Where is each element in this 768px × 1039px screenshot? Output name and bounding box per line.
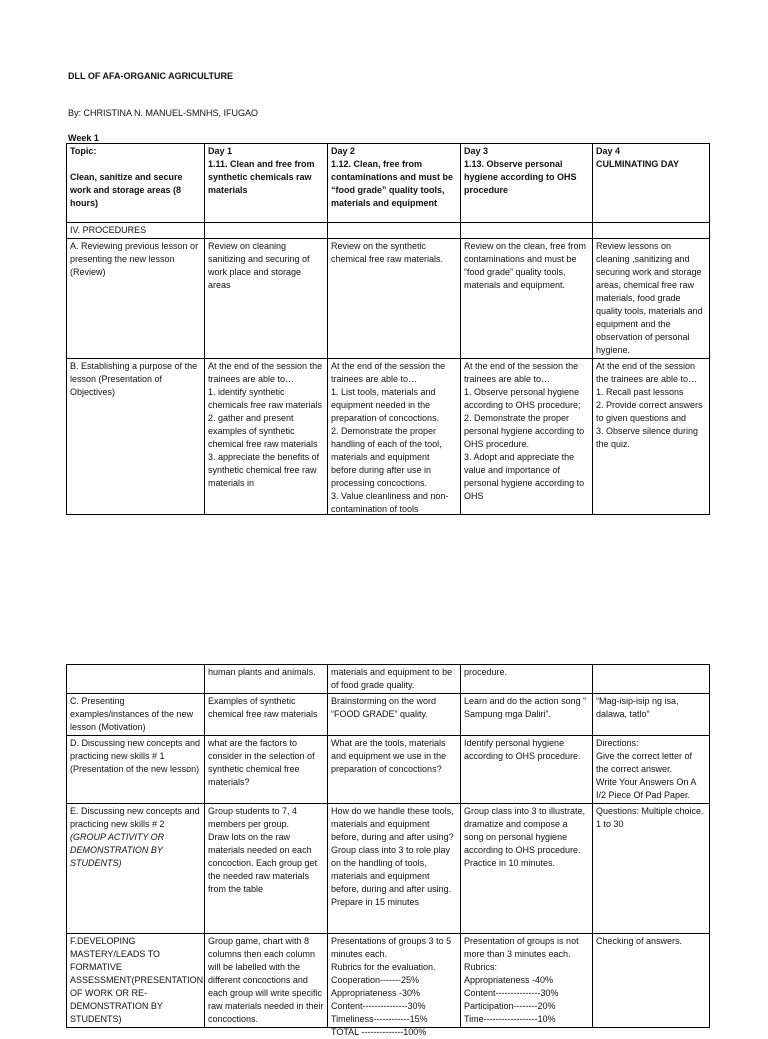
day-label: Day 2: [331, 146, 356, 156]
procedures-label: IV. PROCEDURES: [67, 223, 205, 239]
table-cell: At the end of the session the trainees are able to… 1. List tools, materials and equipment needed in the preparation of concoctions. 2. Demonstrate the proper handling of each of the tool, materials and equipment before during after use in processing concoctions. 3. Value cleanliness and non- contamination of tools: [328, 359, 461, 515]
row-label-italic: (GROUP ACTIVITY OR DEMONSTRATION BY STUDENTS): [70, 832, 165, 868]
table-header-row: [67, 144, 710, 223]
table-cell: Group class into 3 to illustrate, dramatize and compose a song on personal hygiene according to OHS procedure. Practice in 10 minutes.: [461, 804, 593, 934]
table-cell: Examples of synthetic chemical free raw materials: [205, 694, 328, 736]
author-byline: By: CHRISTINA N. MANUEL-SMNHS, IFUGAO: [68, 108, 259, 118]
table-cell: Identify personal hygiene according to OHS procedure.: [461, 736, 593, 804]
row-label-text: E. Discussing new concepts and practicing new skills # 2: [70, 806, 200, 829]
day-title: 1.13. Observe personal hygiene according to OHS procedure: [464, 159, 577, 195]
table-cell: Presentation of groups is not more than 3 minutes each. Rubrics: Appropriateness -40% Content---------------30% Participation--------20% Time------------------10%: [461, 934, 593, 1028]
day-label: Day 1: [208, 146, 233, 156]
table-cell: materials and equipment to be of food grade quality.: [328, 665, 461, 694]
table-cell: human plants and animals.: [205, 665, 328, 694]
table-cell: procedure.: [461, 665, 593, 694]
table-cell: [593, 665, 710, 694]
table-cell: At the end of the session the trainees are able to… 1. identify synthetic chemicals free raw materials 2. gather and present examples of synthetic chemical free raw materials 3. appreciate the benefits of synthetic chemical free raw materials in: [205, 359, 328, 515]
table-cell: Checking of answers.: [593, 934, 710, 1028]
day-header-cell: [205, 144, 328, 223]
table-cell: Questions: Multiple choice. 1 to 30: [593, 804, 710, 934]
day-title: 1.12. Clean, free from contaminations and must be “food grade” quality tools, materials and equipment: [331, 159, 454, 208]
table-cell: Learn and do the action song “ Sampung mga Daliri”.: [461, 694, 593, 736]
row-label: A. Reviewing previous lesson or presenting the new lesson (Review): [67, 239, 205, 359]
table-cell: Group game, chart with 8 columns then each column will be labelled with the different concoctions and each group will write specific raw materials needed in their concoctions.: [205, 934, 328, 1028]
table-cell: Presentations of groups 3 to 5 minutes each. Rubrics for the evaluation. Cooperation-------25% Appropriateness -30% Content---------------30% Timeliness------------15% TOTAL --------------100%: [328, 934, 461, 1028]
table-cell: what are the factors to consider in the selection of synthetic chemical free materials?: [205, 736, 328, 804]
day-header-cell: [328, 144, 461, 223]
table-row: [67, 665, 710, 694]
week-label: Week 1: [68, 133, 99, 143]
topic-label: Topic:: [70, 146, 97, 156]
table-cell: [67, 665, 205, 694]
table-row: [67, 694, 710, 736]
table-cell: Review on cleaning sanitizing and securing of work place and storage areas: [205, 239, 328, 359]
row-label: [67, 804, 205, 934]
table-cell: At the end of the session the trainees are able to… 1. Observe personal hygiene according to OHS procedure; 2. Demonstrate the proper personal hygiene according to OHS procedure. 3. Adopt and appreciate the value and importance of personal hygiene according to OHS: [461, 359, 593, 515]
row-label: F.DEVELOPING MASTERY/LEADS TO FORMATIVE ASSESSMENT(PRESENTATION OF WORK OR RE-DEMONSTRATION BY STUDENTS): [67, 934, 205, 1028]
document-title: DLL OF AFA-ORGANIC AGRICULTURE: [68, 71, 233, 81]
table-cell: How do we handle these tools, materials and equipment before, during and after using? Group class into 3 to role play on the handling of tools, materials and equipment before, during and after using. Prepare in 15 minutes: [328, 804, 461, 934]
row-label: D. Discussing new concepts and practicing new skills # 1 (Presentation of the new lesson): [67, 736, 205, 804]
table-row: [67, 359, 710, 515]
topic-text: Clean, sanitize and secure work and storage areas (8 hours): [70, 172, 183, 208]
day-header-cell: [593, 144, 710, 223]
table-row: [67, 239, 710, 359]
day-header-cell: [461, 144, 593, 223]
procedures-row: [67, 223, 710, 239]
table-row: [67, 804, 710, 934]
table-cell: Group students to 7, 4 members per group. Draw lots on the raw materials needed on each concoction. Each group get the needed raw materials from the table: [205, 804, 328, 934]
table-cell: Review lessons on cleaning ,sanitizing and securing work and storage areas, chemical free raw materials, food grade quality tools, materials and equipment and the observation of personal hygiene.: [593, 239, 710, 359]
day-label: Day 3: [464, 146, 489, 156]
table-cell: “Mag-isip-isip ng isa, dalawa, tatlo”: [593, 694, 710, 736]
day-label: Day 4: [596, 146, 621, 156]
day-title: 1.11. Clean and free from synthetic chemicals raw materials: [208, 159, 315, 195]
topic-cell: [67, 144, 205, 223]
table-row: [67, 934, 710, 1028]
table-cell: Review on the synthetic chemical free raw materials.: [328, 239, 461, 359]
table-row: [67, 736, 710, 804]
table-cell: Brainstorming on the word “FOOD GRADE” quality.: [328, 694, 461, 736]
row-label: B. Establishing a purpose of the lesson (Presentation of Objectives): [67, 359, 205, 515]
row-label: C. Presenting examples/instances of the new lesson (Motivation): [67, 694, 205, 736]
table-cell: Directions: Give the correct letter of the correct answer. Write Your Answers On A I/2 Piece Of Pad Paper.: [593, 736, 710, 804]
table-cell: Review on the clean, free from contaminations and must be “food grade” quality tools, materials and equipment.: [461, 239, 593, 359]
table-cell: At the end of the session the trainees are able to… 1. Recall past lessons 2. Provide correct answers to given questions and 3. Observe silence during the quiz.: [593, 359, 710, 515]
lesson-plan-table-top: [66, 143, 710, 515]
lesson-plan-table-bottom: [66, 664, 710, 1037]
table-cell: What are the tools, materials and equipment we use in the preparation of concoctions?: [328, 736, 461, 804]
day-title: CULMINATING DAY: [596, 159, 679, 169]
